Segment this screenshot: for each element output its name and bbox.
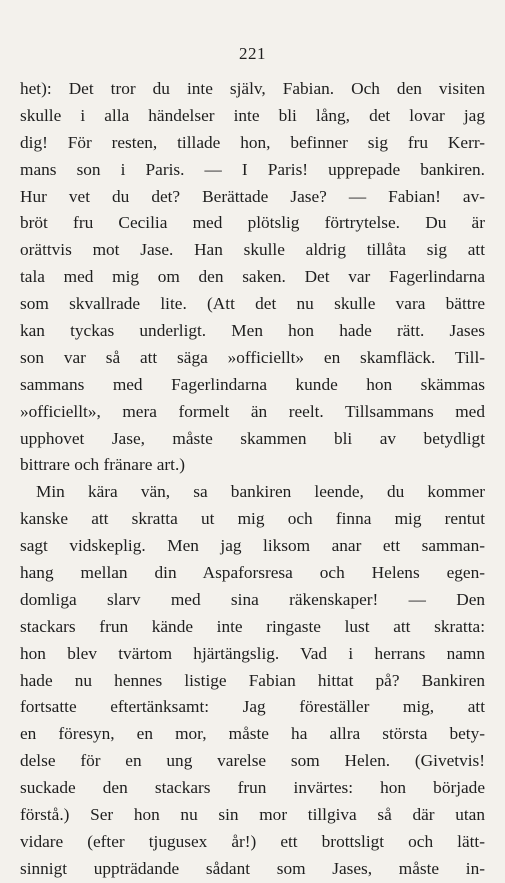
text-line: som skvallrade lite. (Att det nu skulle vara bättre — [20, 294, 485, 314]
text-line: Min kära vän, sa bankiren leende, du kommer — [36, 482, 485, 502]
text-line: suckade den stackars frun invärtes: hon började — [20, 778, 485, 798]
body-text — [20, 76, 485, 883]
text-line: Hur vet du det? Berättade Jase? — Fabian! av- — [20, 186, 485, 206]
text-line: sagt vidskeplig. Men jag liksom anar ett samman- — [20, 536, 485, 556]
text-line: skulle i alla händelser inte bli lång, det lovar jag — [20, 105, 485, 125]
text-line: dig! För resten, tillade hon, befinner sig fru Kerr- — [20, 132, 485, 152]
text-line: het): Det tror du inte själv, Fabian. Och den visiten — [20, 79, 485, 98]
text-line: vidare (efter tjugusex år!) ett brottsligt och lätt- — [20, 831, 485, 851]
text-line: sammans med Fagerlindarna kunde hon skämmas — [20, 374, 485, 394]
text-line: hang mellan din Aspaforsresa och Helens egen- — [20, 563, 485, 583]
text-line: orättvis mot Jase. Han skulle aldrig tillåta sig att — [20, 240, 485, 260]
text-line: mans son i Paris. — I Paris! upprepade bankiren. — [20, 159, 485, 179]
text-line: domliga slarv med sina räkenskaper! — Den — [20, 589, 485, 609]
text-line: hade nu hennes listige Fabian hittat på? Bankiren — [20, 670, 485, 690]
text-line: tala med mig om den saken. Det var Fagerlindarna — [20, 267, 485, 287]
text-line: bröt fru Cecilia med plötslig förtrytelse. Du är — [20, 213, 485, 233]
text-line: son var så att säga »officiellt» en skamfläck. Till- — [20, 347, 485, 367]
text-line: stackars frun kände inte ringaste lust att skratta: — [20, 616, 485, 636]
text-line: »officiellt», mera formelt än reelt. Tillsammans med — [20, 401, 485, 421]
text-line: kanske att skratta ut mig och finna mig rentut — [20, 509, 485, 529]
text-line: en föresyn, en mor, måste ha allra största bety- — [20, 724, 485, 744]
text-line: upphovet Jase, måste skammen bli av betydligt — [20, 428, 485, 448]
text-line: sinnigt uppträdande sådant som Jases, måste in- — [20, 858, 485, 878]
text-line: kan tyckas underligt. Men hon hade rätt. Jases — [20, 321, 485, 341]
text-line: delse för en ung varelse som Helen. (Givetvis! — [20, 751, 485, 771]
text-line: fortsatte eftertänksamt: Jag föreställer mig, att — [20, 697, 485, 717]
text-line: hon blev tvärtom hjärtängslig. Vad i herrans namn — [20, 643, 485, 663]
page-number: 221 — [239, 44, 266, 63]
text-line: bittrare och fränare art.) — [20, 455, 186, 475]
text-line: förstå.) Ser hon nu sin mor tillgiva så där utan — [20, 805, 485, 825]
